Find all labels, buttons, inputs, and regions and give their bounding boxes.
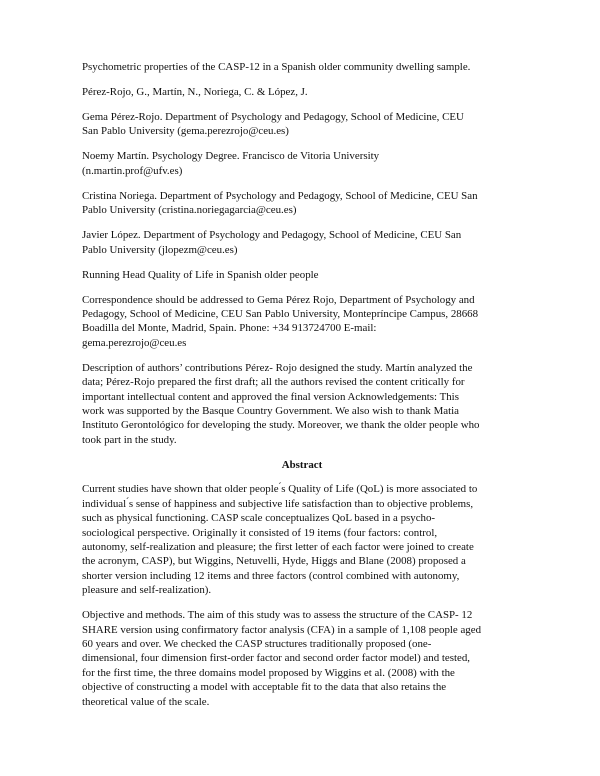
abstract-line: individual ́s sense of happiness and subjective life satisfaction than to objective problems, <box>82 497 474 510</box>
abstract-heading: Abstract <box>281 458 323 471</box>
affiliation-line: Noemy Martín. Psychology Degree. Francisco de Vitoria University <box>82 150 380 163</box>
author-list-text: Pérez-Rojo, G., Martín, N., Noriega, C. & López, J. <box>82 86 308 98</box>
abstract-line: for the first time, the three domains model proposed by Wiggins et al. (2008) with the <box>82 666 455 679</box>
affiliation-line: Pablo University (jlopezm@ceu.es) <box>82 243 238 256</box>
abstract-line: such as physical functioning. CASP scale conceptualizes QoL based in a psycho- <box>82 512 436 525</box>
paper-title-text: Psychometric properties of the CASP-12 in a Spanish older community dwelling sample. <box>82 61 471 73</box>
contributions-line: Description of authors’ contributions Pérez- Rojo designed the study. Martín analyzed the <box>82 361 473 374</box>
correspondence-line: gema.perezrojo@ceu.es <box>82 336 187 349</box>
document-page <box>82 60 522 720</box>
author-list <box>82 85 522 99</box>
abstract-line: Current studies have shown that older people ́s Quality of Life (QoL) is more associated to <box>82 483 478 496</box>
abstract-line: pleasure and self-realization). <box>82 584 212 597</box>
abstract-paragraph-1 <box>82 482 522 597</box>
affiliation-line: Gema Pérez-Rojo. Department of Psychology and Pedagogy, School of Medicine, CEU <box>82 111 464 123</box>
affiliation-perez-rojo <box>82 110 522 139</box>
contributions-line: Instituto Gerontológico for developing the study. Moreover, we thank the older people who <box>82 419 480 432</box>
affiliation-noriega <box>82 189 522 218</box>
abstract-line: SHARE version using confirmatory factor analysis (CFA) in a sample of 1,108 people aged <box>82 623 482 636</box>
abstract-line: 60 years and over. We checked the CASP structures traditionally proposed (one- <box>82 637 432 650</box>
contributions-line: took part in the study. <box>82 433 177 446</box>
running-head-text: Running Head Quality of Life in Spanish older people <box>82 268 319 281</box>
abstract-line: theoretical value of the scale. <box>82 695 210 708</box>
paper-title <box>82 60 522 74</box>
affiliation-lopez <box>82 228 522 257</box>
affiliation-line: Cristina Noriega. Department of Psychology and Pedagogy, School of Medicine, CEU San <box>82 189 478 202</box>
affiliation-martin <box>82 149 522 178</box>
contributions-paragraph <box>82 361 522 447</box>
abstract-line: dimensional, four dimension first-order factor and second order factor model) and tested, <box>82 652 471 665</box>
contributions-line: data; Pérez-Rojo prepared the first draft; all the authors revised the content critically for <box>82 376 465 389</box>
abstract-line: shorter version including 12 items and three factors (control combined with autonomy, <box>82 569 460 582</box>
running-head <box>82 268 522 282</box>
affiliation-line: Pablo University (cristina.noriegagarcia@ceu.es) <box>82 204 297 217</box>
abstract-line: sociological perspective. Originally it consisted of 19 items (four factors: control, <box>82 526 438 539</box>
contributions-line: work was supported by the Basque Country Government. We also wish to thank Matia <box>82 405 460 418</box>
abstract-line: autonomy, self-realization and pleasure; the first letter of each factor were joined to create <box>82 540 474 553</box>
contributions-line: important intellectual content and approved the final version Acknowledgements: This <box>82 390 459 403</box>
correspondence-paragraph <box>82 293 522 351</box>
abstract-line: the acronym, CASP), but Wiggins, Netuvelli, Hyde, Higgs and Blane (2008) proposed a <box>82 555 466 568</box>
affiliation-line: San Pablo University (gema.perezrojo@ceu.es) <box>82 125 289 138</box>
abstract-line: objective of constructing a model with acceptable fit to the data that also retains the <box>82 681 447 694</box>
correspondence-line: Boadilla del Monte, Madrid, Spain. Phone: +34 913724700 E-mail: <box>82 322 377 335</box>
affiliation-line: (n.martin.prof@ufv.es) <box>82 164 183 177</box>
affiliation-line: Javier López. Department of Psychology and Pedagogy, School of Medicine, CEU San <box>82 229 462 242</box>
correspondence-line: Pedagogy, School of Medicine, CEU San Pablo University, Montepríncipe Campus, 28668 <box>82 308 479 321</box>
correspondence-line: Correspondence should be addressed to Gema Pérez Rojo, Department of Psychology and <box>82 293 475 306</box>
abstract-paragraph-2 <box>82 608 522 709</box>
abstract-line: Objective and methods. The aim of this study was to assess the structure of the CASP- 12 <box>82 609 473 622</box>
